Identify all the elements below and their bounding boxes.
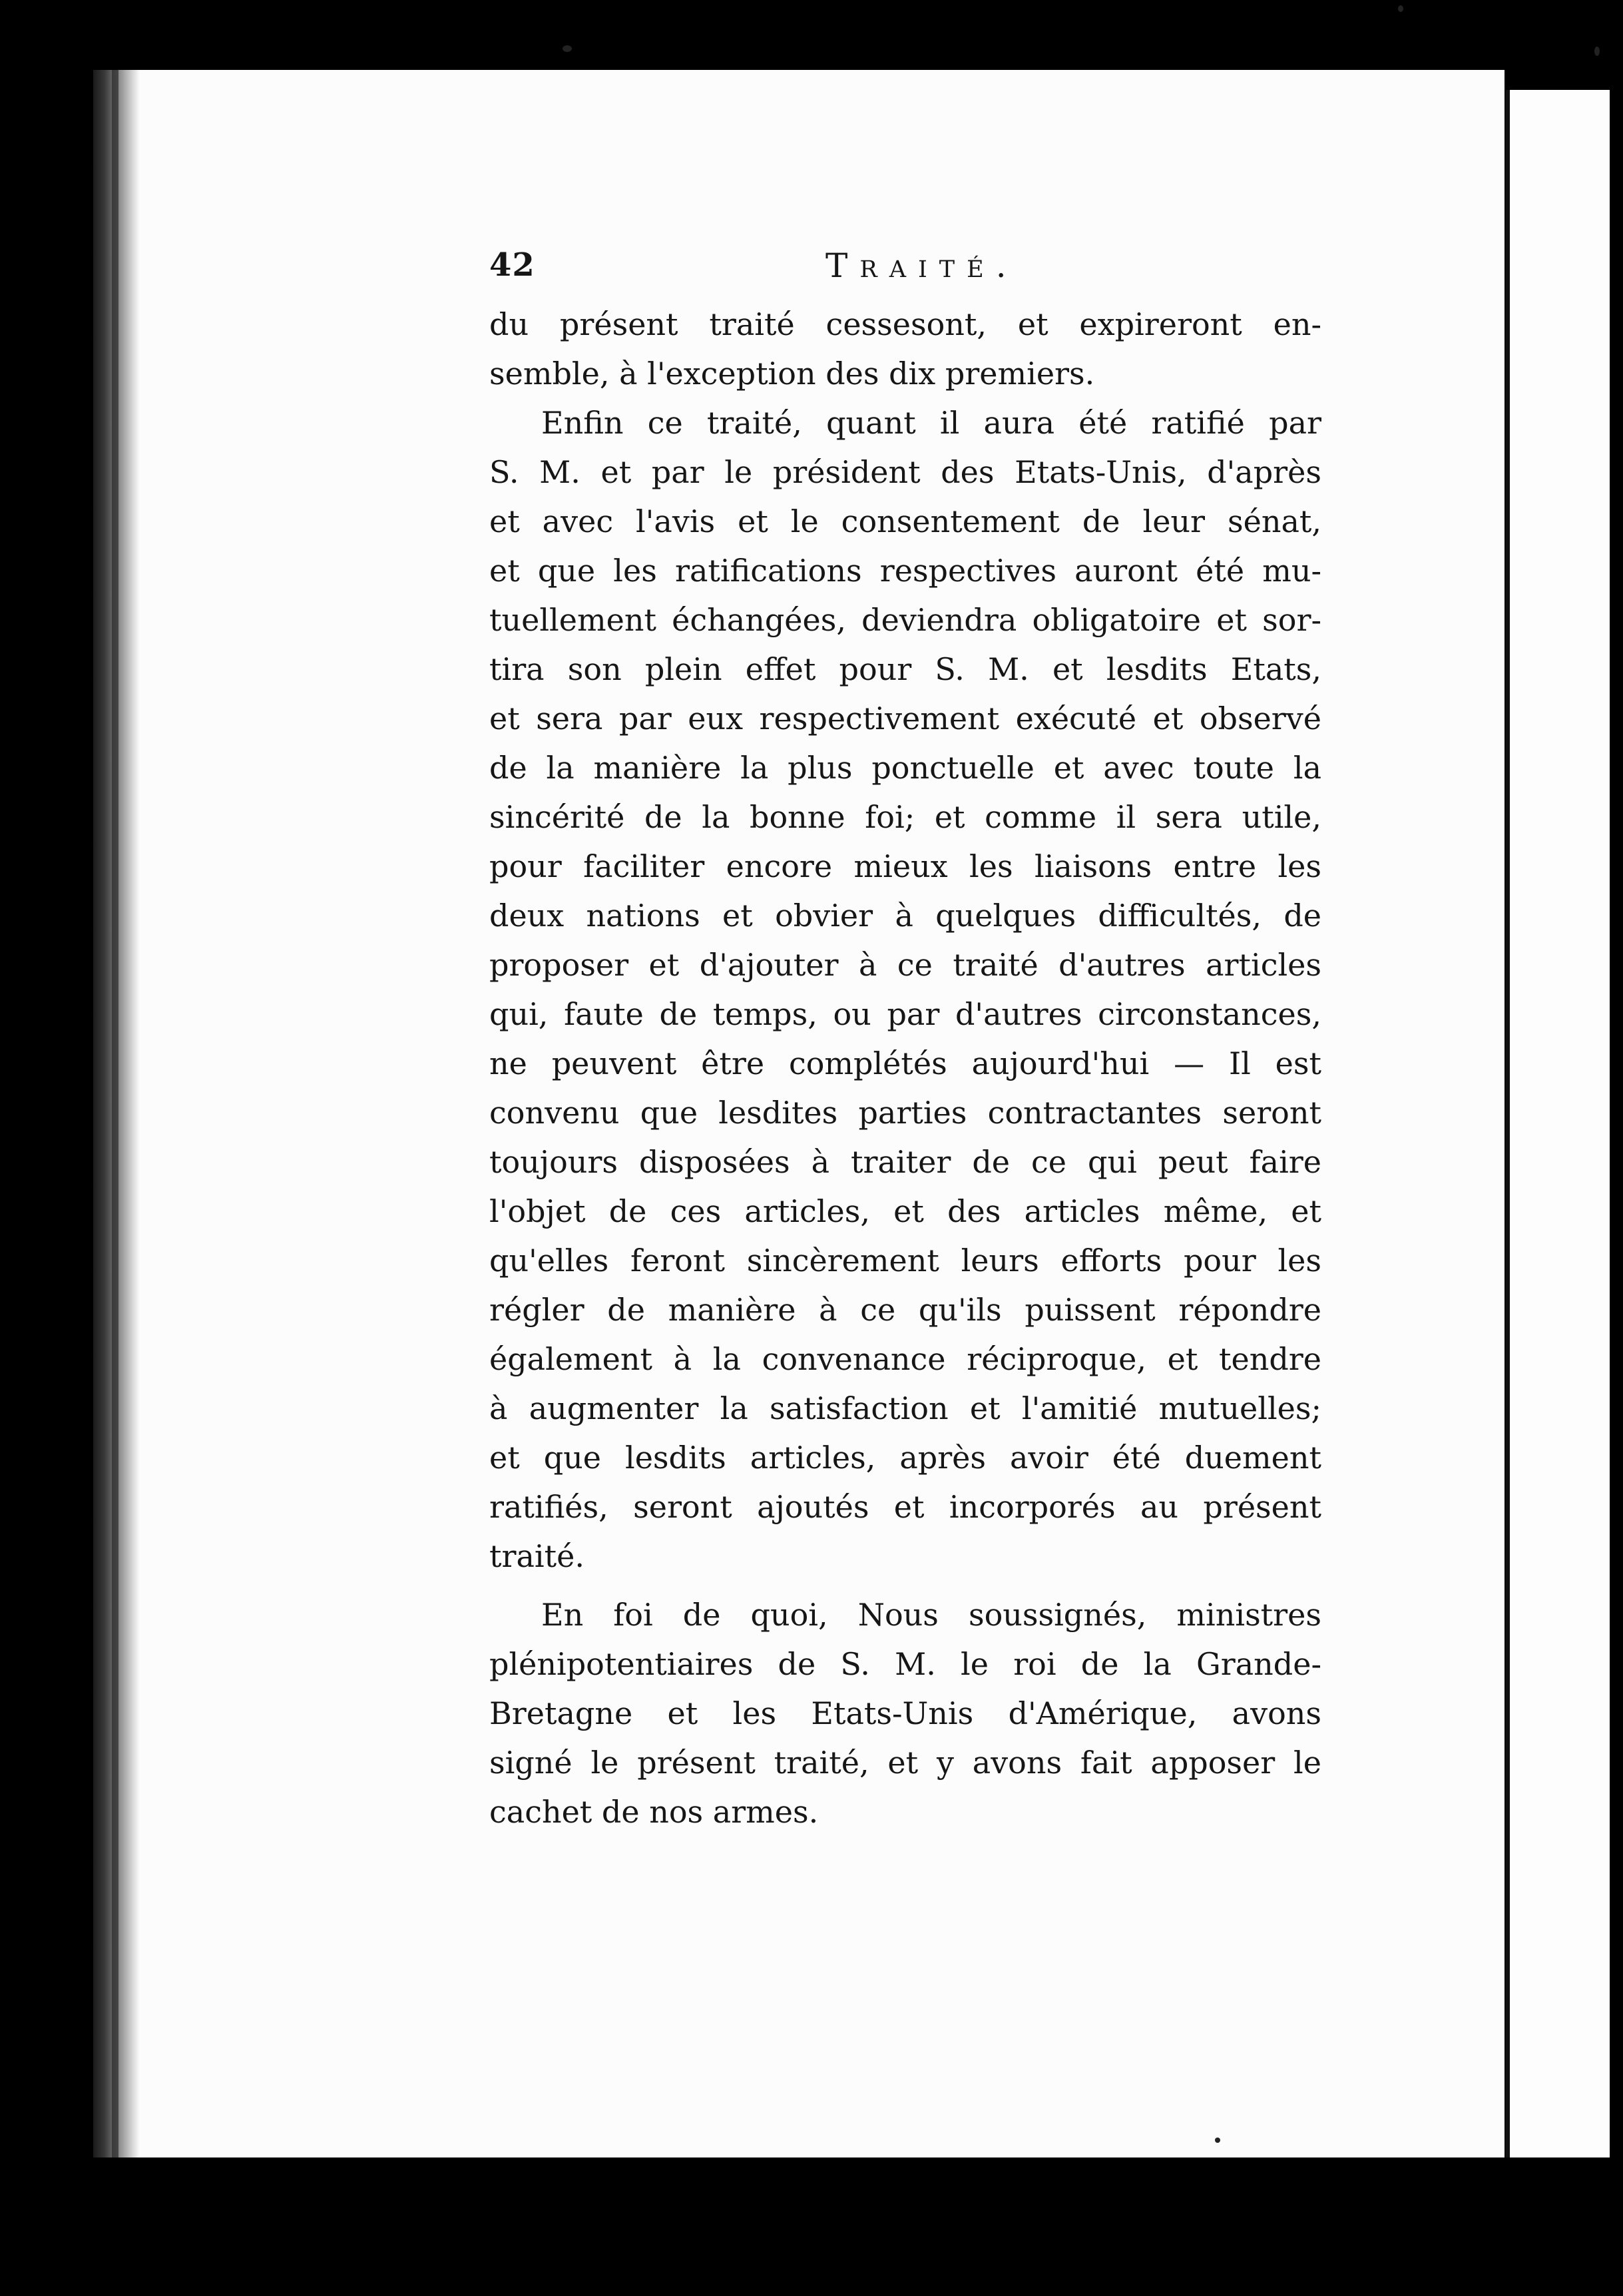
text-line: et avec l'avis et le consentement de leur sénat,: [489, 503, 1321, 539]
text-line: traité.: [489, 1538, 584, 1574]
scan-speck: [1398, 5, 1403, 12]
text-line: proposer et d'ajouter à ce traité d'autres articles: [489, 947, 1321, 983]
text-line: qui, faute de temps, ou par d'autres circonstances,: [489, 996, 1321, 1032]
text-line: ratifiés, seront ajoutés et incorporés au présent: [489, 1489, 1321, 1525]
text-line: et que lesdits articles, après avoir été duement: [489, 1440, 1321, 1476]
text-line: et que les ratifications respectives auront été mu-: [489, 553, 1321, 589]
paragraph-1: [489, 300, 1321, 398]
text-line: ne peuvent être complétés aujourd'hui — Il est: [489, 1045, 1321, 1081]
text-line: régler de manière à ce qu'ils puissent répondre: [489, 1292, 1321, 1328]
text-line: convenu que lesdites parties contractantes seront: [489, 1095, 1321, 1131]
text-line: signé le présent traité, et y avons fait apposer le: [489, 1745, 1321, 1781]
page-text: [489, 240, 1321, 1837]
text-line: du présent traité cessesont, et expireront en-: [489, 306, 1321, 342]
text-line: sincérité de la bonne foi; et comme il sera utile,: [489, 799, 1321, 835]
text-line: qu'elles feront sincèrement leurs efforts pour les: [489, 1243, 1321, 1279]
text-line: deux nations et obvier à quelques difficultés, de: [489, 898, 1321, 934]
paragraph-3: [489, 1590, 1321, 1837]
scan-speck: [1215, 2138, 1220, 2143]
scan-speck: [563, 45, 572, 52]
text-line: à augmenter la satisfaction et l'amitié mutuelles;: [489, 1390, 1321, 1426]
text-line: Bretagne et les Etats-Unis d'Amérique, avons: [489, 1695, 1321, 1731]
text-line: Enfin ce traité, quant il aura été ratifié par: [541, 405, 1321, 441]
text-line: l'objet de ces articles, et des articles même, et: [489, 1193, 1321, 1229]
text-line: et sera par eux respectivement exécuté et observé: [489, 701, 1321, 736]
scan-speck: [1594, 47, 1600, 56]
text-line: semble, à l'exception des dix premiers.: [489, 356, 1095, 392]
text-line: cachet de nos armes.: [489, 1794, 819, 1830]
text-line: plénipotentiaires de S. M. le roi de la Grande-: [489, 1646, 1321, 1682]
text-line: pour faciliter encore mieux les liaisons entre les: [489, 848, 1321, 884]
running-title: Traité.: [825, 246, 1019, 285]
text-line: tira son plein effet pour S. M. et lesdits Etats,: [489, 651, 1321, 687]
text-line: En foi de quoi, Nous soussignés, ministres: [541, 1597, 1321, 1633]
paragraph-2: [489, 398, 1321, 1581]
text-line: également à la convenance réciproque, et tendre: [489, 1341, 1321, 1377]
page-header: [489, 240, 1321, 300]
text-line: S. M. et par le président des Etats-Unis, d'après: [489, 454, 1321, 490]
page-number: 42: [489, 246, 535, 284]
text-line: tuellement échangées, deviendra obligatoire et sor-: [489, 602, 1321, 638]
text-line: toujours disposées à traiter de ce qui peut faire: [489, 1144, 1321, 1180]
adjacent-page-edge: [1506, 90, 1610, 2157]
binding-edge: [112, 70, 118, 2157]
text-line: de la manière la plus ponctuelle et avec toute la: [489, 750, 1321, 786]
